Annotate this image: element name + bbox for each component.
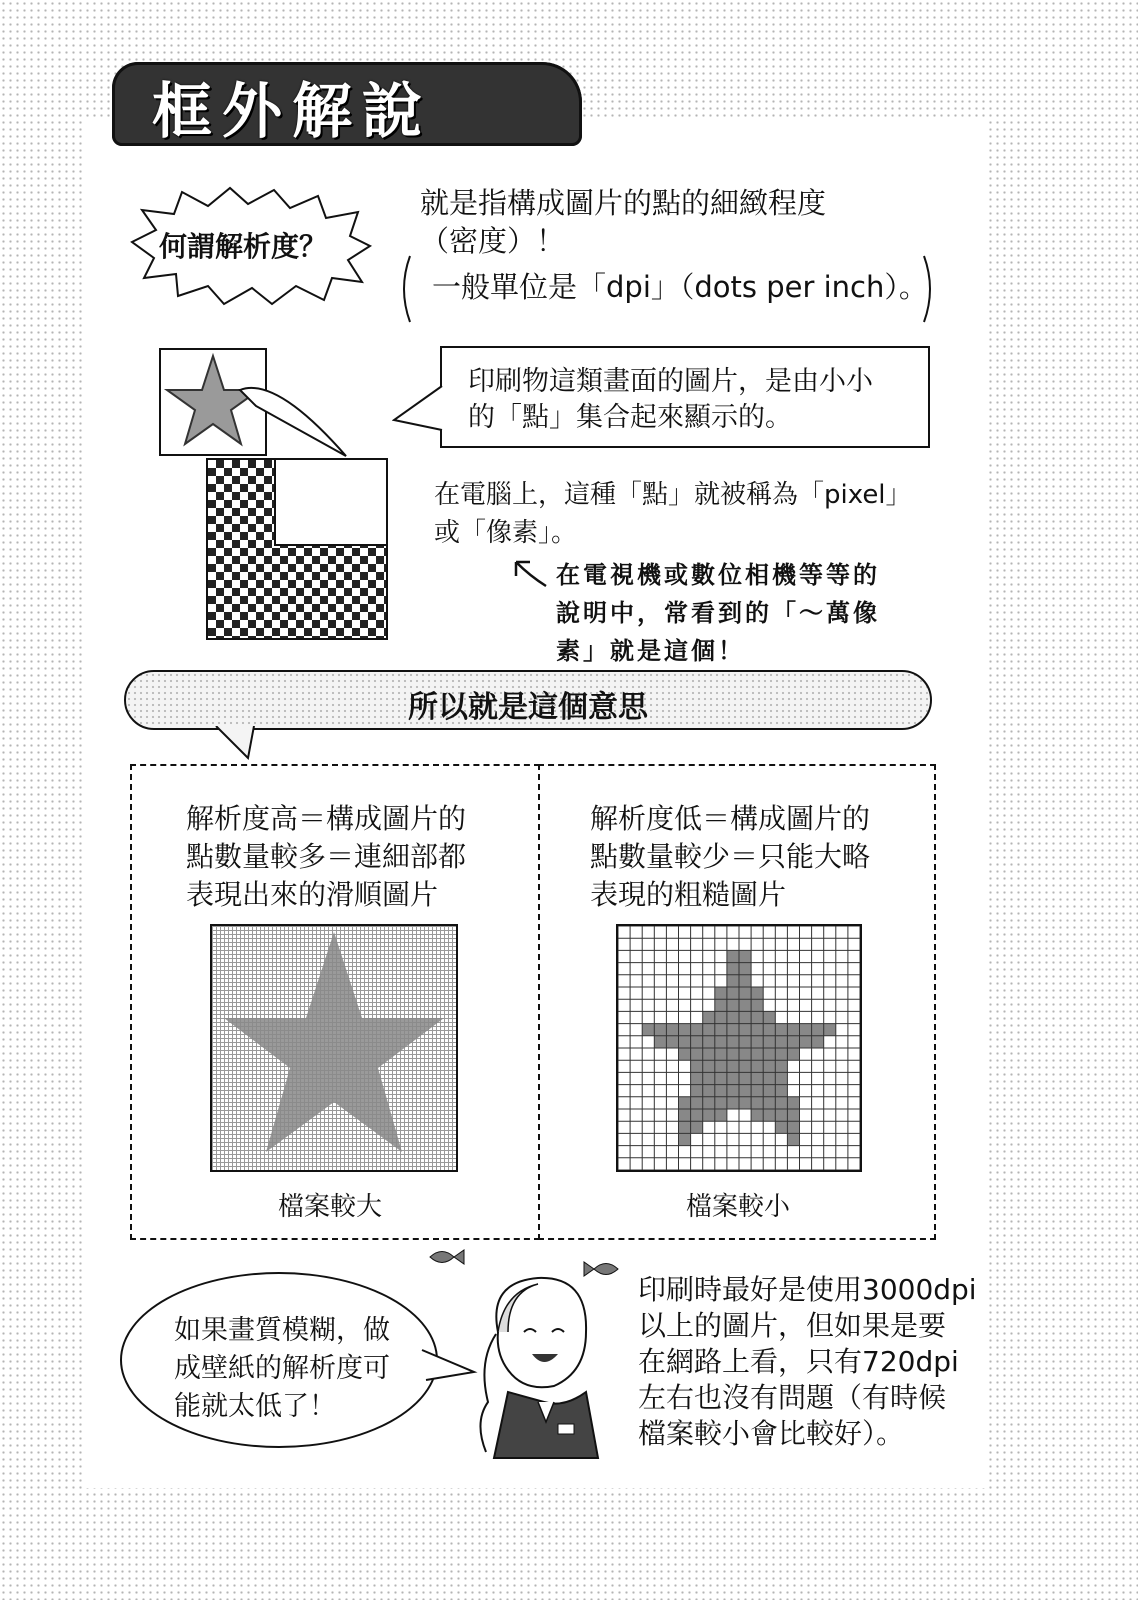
star-pixel-cell xyxy=(824,1024,836,1036)
high-resolution-text xyxy=(186,800,466,914)
low-line-1: 解析度低＝構成圖片的 xyxy=(590,802,871,835)
banner-label: 所以就是這個意思 xyxy=(408,690,648,725)
star-pixel-cell xyxy=(787,1109,799,1121)
star-pixel-cell xyxy=(715,1011,727,1023)
star-pixel-cell xyxy=(739,963,751,975)
star-pixel-cell xyxy=(679,1121,691,1133)
star-pixel-cell xyxy=(739,1085,751,1097)
high-line-2: 點數量較多＝連細部都 xyxy=(186,840,467,873)
speech-line-3: 能就太低了！ xyxy=(174,1391,336,1422)
fish-icon-2 xyxy=(582,1258,622,1280)
low-line-3: 表現的粗糙圖片 xyxy=(590,878,787,911)
star-pixel-cell xyxy=(703,1036,715,1048)
star-pixel-cell xyxy=(739,1048,751,1060)
star-pixel-cell xyxy=(691,1060,703,1072)
star-pixel-cell xyxy=(727,963,739,975)
speech-line-1: 如果畫質模糊，做 xyxy=(174,1315,390,1346)
banner-tail xyxy=(214,726,258,760)
dots-callout xyxy=(440,346,930,448)
pixel-line-1: 在電腦上，這種「點」就被稱為「pixel」 xyxy=(434,480,912,510)
star-pixel-cell xyxy=(751,1011,763,1023)
star-pixel-cell xyxy=(763,1072,775,1084)
star-pixel-cell xyxy=(739,950,751,962)
star-pixel-cell xyxy=(739,999,751,1011)
star-pixel-cell xyxy=(763,1085,775,1097)
advice-line-5: 檔案較小會比較好）。 xyxy=(638,1417,905,1450)
speech-line-2: 成壁紙的解析度可 xyxy=(174,1353,390,1384)
definition-line-3: 一般單位是「dpi」（dots per inch）。 xyxy=(432,270,928,304)
callout-line-2: 的「點」集合起來顯示的。 xyxy=(468,402,792,433)
star-pixel-cell xyxy=(703,1085,715,1097)
star-pixel-cell xyxy=(691,1048,703,1060)
star-pixel-cell xyxy=(715,1048,727,1060)
star-pixel-cell xyxy=(679,1036,691,1048)
star-pixel-cell xyxy=(727,999,739,1011)
advice-text xyxy=(638,1272,977,1452)
star-pixel-cell xyxy=(775,1072,787,1084)
star-pixel-cell xyxy=(642,1024,654,1036)
summary-banner xyxy=(124,670,932,730)
star-pixel-cell xyxy=(715,1097,727,1109)
callout-tail xyxy=(392,382,444,438)
low-resolution-star-grid xyxy=(616,924,862,1172)
star-pixel-cell xyxy=(763,1097,775,1109)
star-pixel-cell xyxy=(727,1036,739,1048)
star-pixel-cell xyxy=(739,975,751,987)
star-pixel-cell xyxy=(787,1036,799,1048)
pixel-text xyxy=(434,476,912,552)
star-pixel-cell xyxy=(679,1097,691,1109)
star-pixel-cell xyxy=(739,1011,751,1023)
definition-line-1: 就是指構成圖片的點的細緻程度 xyxy=(420,186,827,220)
star-pixel-cell xyxy=(679,1048,691,1060)
star-pixel-cell xyxy=(739,1072,751,1084)
star-pixel-cell xyxy=(751,1097,763,1109)
left-paren-mark xyxy=(396,254,414,324)
star-pixel-cell xyxy=(800,1036,812,1048)
star-pixel-cell xyxy=(666,1036,678,1048)
star-pixel-cell xyxy=(751,1109,763,1121)
speech-bubble xyxy=(120,1272,438,1448)
callout-line-1: 印刷物這類畫面的圖片，是由小小 xyxy=(468,366,873,397)
star-pixel-cell xyxy=(654,1036,666,1048)
star-pixel-cell xyxy=(715,987,727,999)
star-pixel-cell xyxy=(703,1048,715,1060)
low-caption: 檔案較小 xyxy=(686,1192,791,1222)
star-pixel-cell xyxy=(703,1011,715,1023)
star-pixel-cell xyxy=(739,1024,751,1036)
star-pixel-cell xyxy=(727,1011,739,1023)
star-pixel-cell xyxy=(763,1024,775,1036)
pixel-line-2: 或「像素」。 xyxy=(434,518,578,548)
star-pixel-cell xyxy=(812,1024,824,1036)
star-pixel-cell xyxy=(715,1060,727,1072)
star-pixel-cell xyxy=(763,1109,775,1121)
hand-note-line-2: 說明中，常看到的「～萬像 xyxy=(556,598,880,627)
star-pixel-cell xyxy=(775,1060,787,1072)
star-pixel-cell xyxy=(703,1097,715,1109)
star-pixel-cell xyxy=(727,1048,739,1060)
star-pixel-cell xyxy=(751,1085,763,1097)
star-pixel-cell xyxy=(763,1060,775,1072)
pixel-enlargement xyxy=(206,458,388,640)
star-pixel-cell xyxy=(739,1060,751,1072)
star-pixel-cell xyxy=(691,1085,703,1097)
star-pixel-cell xyxy=(775,1109,787,1121)
star-pixel-cell xyxy=(775,1048,787,1060)
star-pixel-cell xyxy=(787,1048,799,1060)
star-pixel-cell xyxy=(703,1109,715,1121)
star-pixel-cell xyxy=(739,1097,751,1109)
question-text: 何謂解析度？ xyxy=(158,230,328,263)
star-pixel-cell xyxy=(666,1024,678,1036)
star-pixel-cell xyxy=(715,1024,727,1036)
fish-icon xyxy=(426,1246,466,1268)
pixelated-star-icon xyxy=(618,926,860,1170)
star-pixel-cell xyxy=(691,1097,703,1109)
star-pixel-cell xyxy=(691,1036,703,1048)
star-pixel-cell xyxy=(763,1036,775,1048)
star-pixel-cell xyxy=(727,1072,739,1084)
star-pixel-cell xyxy=(787,1121,799,1133)
star-pixel-cell xyxy=(751,1060,763,1072)
star-pixel-cell xyxy=(775,1024,787,1036)
arrow-up-left-icon xyxy=(510,556,550,590)
advice-line-3: 在網路上看，只有720dpi xyxy=(638,1345,959,1378)
star-pixel-cell xyxy=(679,1109,691,1121)
star-pixel-cell xyxy=(679,1024,691,1036)
star-pixel-cell xyxy=(691,1072,703,1084)
star-pixel-cell xyxy=(703,1024,715,1036)
smooth-star-icon xyxy=(212,926,456,1170)
star-pixel-cell xyxy=(763,1048,775,1060)
star-pixel-cell xyxy=(715,1072,727,1084)
zoom-pointer xyxy=(236,376,386,466)
star-pixel-cell xyxy=(715,999,727,1011)
advice-line-2: 以上的圖片，但如果是要 xyxy=(638,1309,947,1342)
high-line-3: 表現出來的滑順圖片 xyxy=(186,878,439,911)
star-pixel-cell xyxy=(787,1133,799,1145)
star-pixel-cell xyxy=(751,1036,763,1048)
star-pixel-cell xyxy=(679,1133,691,1145)
advice-line-4: 左右也沒有問題（有時候 xyxy=(638,1381,947,1414)
hand-note xyxy=(556,556,880,670)
high-resolution-star-grid xyxy=(210,924,458,1172)
star-pixel-cell xyxy=(775,1097,787,1109)
star-pixel-cell xyxy=(727,1024,739,1036)
star-pixel-cell xyxy=(715,1085,727,1097)
star-pixel-cell xyxy=(691,1024,703,1036)
hand-note-line-1: 在電視機或數位相機等等的 xyxy=(556,560,880,589)
star-pixel-cell xyxy=(775,1085,787,1097)
star-pixel-cell xyxy=(812,1036,824,1048)
right-paren-mark xyxy=(920,254,938,324)
star-pixel-cell xyxy=(787,1097,799,1109)
star-pixel-cell xyxy=(739,987,751,999)
star-pixel-cell xyxy=(703,1072,715,1084)
high-line-1: 解析度高＝構成圖片的 xyxy=(186,802,467,835)
star-pixel-cell xyxy=(727,950,739,962)
star-pixel-cell xyxy=(727,1097,739,1109)
character-illustration xyxy=(468,1262,608,1462)
star-pixel-cell xyxy=(654,1024,666,1036)
title-tab xyxy=(112,62,582,146)
star-pixel-cell xyxy=(727,987,739,999)
star-pixel-cell xyxy=(727,1085,739,1097)
star-pixel-cell xyxy=(751,999,763,1011)
definition-line-2: （密度）！ xyxy=(420,224,566,258)
star-pixel-cell xyxy=(787,1024,799,1036)
advice-line-1: 印刷時最好是使用3000dpi xyxy=(638,1273,977,1306)
page-title: 框外解說 xyxy=(152,77,432,147)
star-pixel-cell xyxy=(703,1060,715,1072)
star-pixel-cell xyxy=(727,975,739,987)
star-pixel-cell xyxy=(691,1109,703,1121)
low-resolution-text xyxy=(590,800,870,914)
star-pixel-cell xyxy=(775,1121,787,1133)
pixel-enlargement-blank xyxy=(274,460,386,546)
star-pixel-cell xyxy=(751,1072,763,1084)
hand-note-line-3: 素」就是這個！ xyxy=(556,636,745,665)
star-pixel-cell xyxy=(739,1036,751,1048)
star-pixel-cell xyxy=(800,1024,812,1036)
star-pixel-cell xyxy=(751,987,763,999)
star-pixel-cell xyxy=(751,1048,763,1060)
star-pixel-cell xyxy=(715,1109,727,1121)
star-pixel-cell xyxy=(691,1121,703,1133)
high-caption: 檔案較大 xyxy=(278,1192,383,1222)
star-pixel-cell xyxy=(715,1036,727,1048)
star-pixel-cell xyxy=(763,1011,775,1023)
star-pixel-cell xyxy=(751,1024,763,1036)
low-line-2: 點數量較少＝只能大略 xyxy=(590,840,871,873)
star-pixel-cell xyxy=(775,1036,787,1048)
star-pixel-cell xyxy=(727,1060,739,1072)
question-burst xyxy=(112,184,374,310)
